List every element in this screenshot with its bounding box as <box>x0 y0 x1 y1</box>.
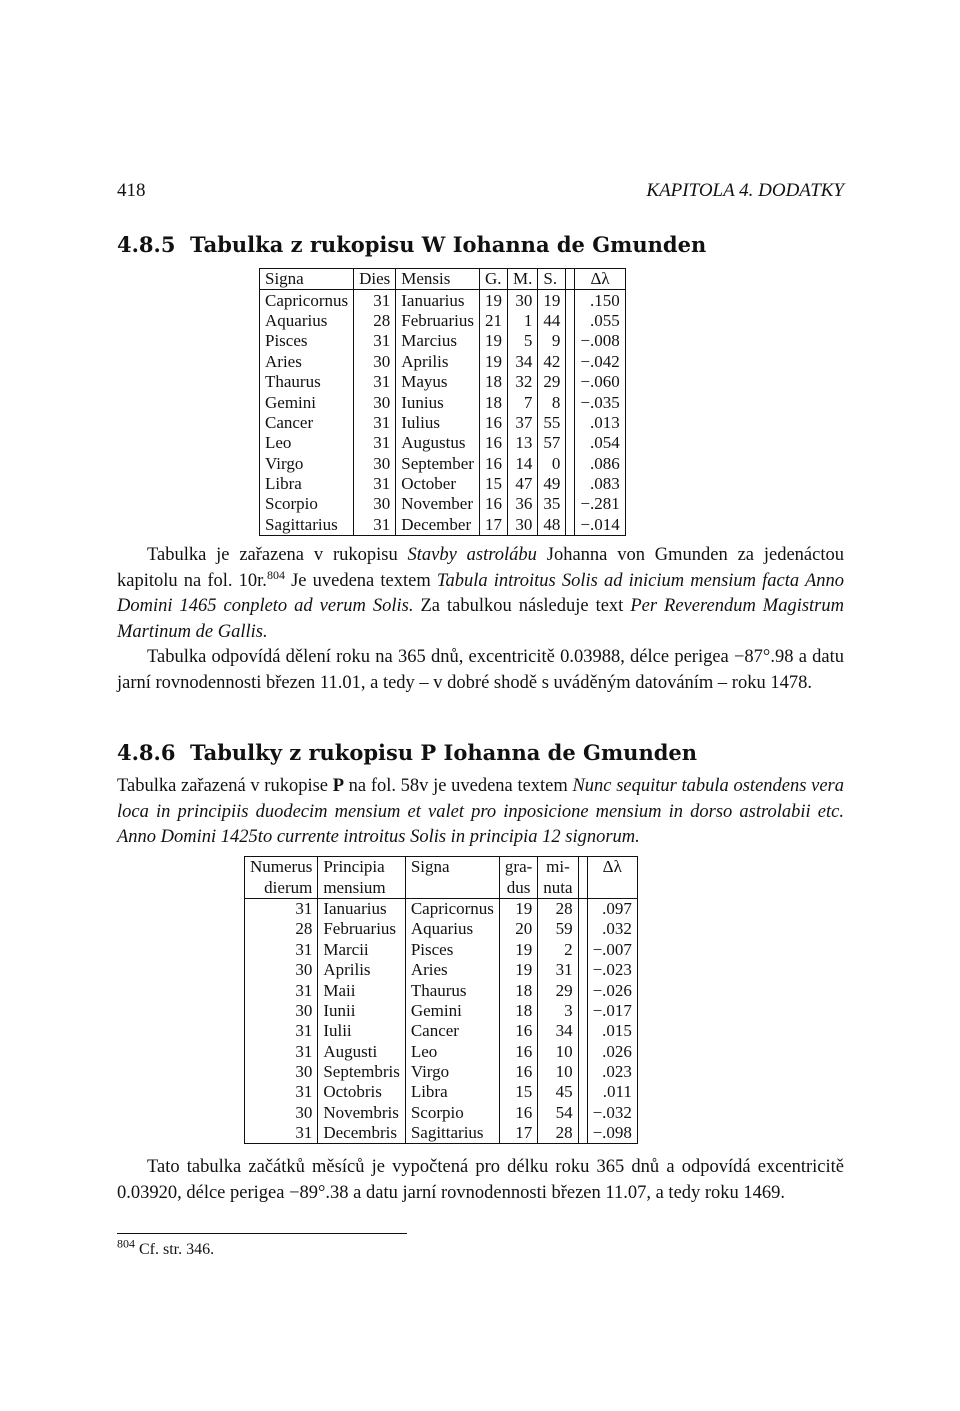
table-row <box>260 372 626 392</box>
table-cell: Aprilis <box>318 960 406 980</box>
section-heading-4-8-6 <box>117 740 697 765</box>
table-cell: Pisces <box>265 331 308 351</box>
table-cell: Mayus <box>396 372 480 392</box>
table-cell: 57 <box>538 433 566 453</box>
table-cell: 34 <box>538 1021 578 1041</box>
table-cell: Thaurus <box>405 980 499 1000</box>
column-gap <box>578 980 587 1000</box>
table-cell: November <box>396 494 480 514</box>
table-cell: 7 <box>507 392 537 412</box>
column-gap <box>566 494 575 514</box>
table-cell: .011 <box>587 1082 637 1102</box>
text: Tabulka je zařazena v rukopisu <box>147 545 408 565</box>
table-cell: −.014 <box>575 515 625 536</box>
text: Tabulka zařazená v rukopise <box>117 776 333 796</box>
column-gap <box>566 311 575 331</box>
table-cell: 16 <box>479 454 507 474</box>
table-cell: .023 <box>587 1062 637 1082</box>
table-cell: −.042 <box>575 352 625 372</box>
table-header-row <box>245 857 638 878</box>
table-cell: −.008 <box>575 331 625 351</box>
paragraph-p-description <box>117 774 844 851</box>
table-cell: .054 <box>575 433 625 453</box>
table-cell: 19 <box>499 960 537 980</box>
table-cell: −.060 <box>575 372 625 392</box>
table-cell: 55 <box>538 413 566 433</box>
column-gap <box>578 1042 587 1062</box>
column-header: Dies <box>354 269 396 290</box>
table-cell: Sagittarius <box>405 1123 499 1144</box>
table-cell: −.017 <box>587 1001 637 1021</box>
table-cell: Augusti <box>318 1042 406 1062</box>
table-cell: Aquarius <box>405 919 499 939</box>
table-row <box>260 494 626 514</box>
table-cell: Iunius <box>396 392 480 412</box>
table-cell: 31 <box>354 515 396 536</box>
column-header: G. <box>479 269 507 290</box>
table-row <box>245 1042 638 1062</box>
table-row <box>260 290 626 311</box>
column-gap <box>566 515 575 536</box>
table-cell: 48 <box>538 515 566 536</box>
column-header: nuta <box>538 877 578 898</box>
table-cell: 19 <box>499 898 537 919</box>
table-cell: Pisces <box>405 940 499 960</box>
table-cell: Cancer <box>405 1021 499 1041</box>
table-cell: −.026 <box>587 980 637 1000</box>
column-gap <box>578 898 587 919</box>
table-cell: 31 <box>295 939 313 959</box>
table-row <box>260 433 626 453</box>
table-cell: 31 <box>354 433 396 453</box>
table-cell: 10 <box>538 1062 578 1082</box>
table-cell: 17 <box>499 1123 537 1144</box>
table-cell: 30 <box>507 515 537 536</box>
table-cell: Libra <box>405 1082 499 1102</box>
paragraph-w-analysis: Tabulka odpovídá dělení roku na 365 dnů, excentricitě 0.03988, délce perigea −87°.98 a datu jarní rovnodennosti březen 11.01, a tedy – v dobré shodě s uváděným datováním – roku 1478. <box>117 647 844 693</box>
column-gap <box>566 474 575 494</box>
table-cell: 30 <box>295 1102 313 1122</box>
table-cell: 18 <box>499 980 537 1000</box>
table-cell: 16 <box>499 1062 537 1082</box>
column-header: dierum <box>245 877 318 898</box>
table-cell: 42 <box>538 352 566 372</box>
column-gap <box>578 857 587 878</box>
column-header: Numerus <box>250 857 313 877</box>
table-cell: 13 <box>507 433 537 453</box>
table-cell: 17 <box>479 515 507 536</box>
table-row <box>260 311 626 331</box>
table-row <box>245 1123 638 1144</box>
table-cell: Maii <box>318 980 406 1000</box>
table-cell: 15 <box>499 1082 537 1102</box>
table-cell: 19 <box>479 290 507 311</box>
table-cell: Decembris <box>318 1123 406 1144</box>
table-cell: 19 <box>479 331 507 351</box>
table-cell: 16 <box>479 433 507 453</box>
table-cell: 32 <box>507 372 537 392</box>
column-header: Principia <box>318 857 406 878</box>
column-gap <box>578 960 587 980</box>
column-gap <box>578 1021 587 1041</box>
table-cell: .026 <box>587 1042 637 1062</box>
footnote-ref: 804 <box>266 567 285 582</box>
table-cell: −.023 <box>587 960 637 980</box>
table-cell: 31 <box>295 980 313 1000</box>
column-gap <box>578 1001 587 1021</box>
table-row <box>245 1062 638 1082</box>
table-row <box>260 392 626 412</box>
table-cell: 18 <box>499 1001 537 1021</box>
italic-text: Stavby astrolábu <box>407 545 537 565</box>
table-cell: Capricornus <box>405 898 499 919</box>
table-row <box>245 1021 638 1041</box>
column-gap <box>566 433 575 453</box>
table-cell: December <box>396 515 480 536</box>
table-row <box>245 1103 638 1123</box>
table-cell: 30 <box>295 1062 313 1082</box>
table-row <box>245 919 638 939</box>
table-cell: 19 <box>499 940 537 960</box>
table-cell: Iulii <box>318 1021 406 1041</box>
table-cell: .083 <box>575 474 625 494</box>
table-cell: Marcii <box>318 940 406 960</box>
table-cell: 15 <box>479 474 507 494</box>
table-cell: 9 <box>538 331 566 351</box>
table-cell: 31 <box>295 1021 313 1041</box>
footnote-number: 804 <box>117 1236 135 1251</box>
table-cell: 8 <box>538 392 566 412</box>
table-cell: Capricornus <box>265 290 349 310</box>
page-number: 418 <box>117 180 146 201</box>
table-cell: .086 <box>575 454 625 474</box>
column-gap <box>578 940 587 960</box>
table-cell: Gemini <box>265 392 316 412</box>
table-cell: 16 <box>479 494 507 514</box>
table-cell: 30 <box>354 454 396 474</box>
table-cell: October <box>396 474 480 494</box>
italic-text: Per Reverendum Magistrum Martinum de Gallis. <box>117 596 844 642</box>
table-cell: Virgo <box>405 1062 499 1082</box>
table-cell: 29 <box>538 372 566 392</box>
section-heading-4-8-5 <box>117 232 706 257</box>
column-gap <box>566 290 575 311</box>
text: Za tabulkou následuje text <box>413 596 631 616</box>
table-row <box>245 1082 638 1102</box>
paragraph-w-description <box>117 543 844 645</box>
table-cell: 19 <box>538 290 566 311</box>
table-cell: Ianuarius <box>318 898 406 919</box>
column-gap <box>566 372 575 392</box>
column-header: Mensis <box>396 269 480 290</box>
table-cell: −.281 <box>575 494 625 514</box>
column-header: dus <box>499 877 537 898</box>
column-header: mensium <box>318 877 406 898</box>
table-cell: 37 <box>507 413 537 433</box>
table-cell: 29 <box>538 980 578 1000</box>
section-title: Tabulka z rukopisu W Iohanna de Gmunden <box>190 232 707 257</box>
section-number: 4.8.5 <box>117 232 176 257</box>
table-cell: Aries <box>265 351 302 371</box>
table-cell: 31 <box>295 1041 313 1061</box>
column-header: Signa <box>260 269 354 290</box>
chapter-title: KAPITOLA 4. DODATKY <box>646 180 844 201</box>
column-gap <box>578 1103 587 1123</box>
table-cell: −.032 <box>587 1103 637 1123</box>
table-cell: 28 <box>538 1123 578 1144</box>
table-cell: Leo <box>405 1042 499 1062</box>
table-header-row <box>245 877 638 898</box>
table-cell: 5 <box>507 331 537 351</box>
table-cell: .013 <box>575 413 625 433</box>
table-cell: 35 <box>538 494 566 514</box>
table-cell: 16 <box>499 1021 537 1041</box>
table-cell: 16 <box>479 413 507 433</box>
table-cell: 30 <box>507 290 537 311</box>
table-cell: 31 <box>354 474 396 494</box>
table-cell: 28 <box>354 311 396 331</box>
column-header: M. <box>507 269 537 290</box>
table-cell: 31 <box>354 331 396 351</box>
table-cell: 16 <box>499 1042 537 1062</box>
table-cell: 31 <box>295 1082 313 1102</box>
table-cell: Gemini <box>405 1001 499 1021</box>
table-cell: Virgo <box>265 453 304 473</box>
table-cell: Aries <box>405 960 499 980</box>
table-cell: 14 <box>507 454 537 474</box>
table-row <box>245 980 638 1000</box>
table-cell: 30 <box>354 494 396 514</box>
table-cell: 28 <box>295 919 313 939</box>
table-cell: 3 <box>538 1001 578 1021</box>
table-row <box>260 515 626 536</box>
table-cell: Septembris <box>318 1062 406 1082</box>
table-row <box>245 898 638 919</box>
column-gap <box>566 331 575 351</box>
table-cell: Cancer <box>265 412 314 432</box>
table-cell: 30 <box>354 392 396 412</box>
table-cell: Iunii <box>318 1001 406 1021</box>
footnote-text: Cf. str. 346. <box>139 1241 215 1258</box>
table-cell: 31 <box>354 372 396 392</box>
table-cell: .150 <box>575 290 625 311</box>
table-cell: 31 <box>538 960 578 980</box>
italic-text: Tabula introitus Solis ad inicium mensium facta Anno Domini 1465 conpleto ad verum Solis. <box>117 570 844 616</box>
column-gap <box>566 392 575 412</box>
table-cell: 20 <box>499 919 537 939</box>
table-cell: 0 <box>538 454 566 474</box>
table-cell: .097 <box>587 898 637 919</box>
section-number: 4.8.6 <box>117 740 176 765</box>
italic-text: Nunc sequitur tabula ostendens vera loca in principiis duodecim mensium et valet pro inposicione mensium in dorso astrolabii etc. Anno Domini 1425to currente introitus Solis in principia 12 signorum. <box>117 776 844 847</box>
table-row <box>245 960 638 980</box>
text: Johanna von Gmunden za jedenáctou kapitolu na fol. 10r. <box>117 545 844 591</box>
table-cell: Scorpio <box>265 494 318 514</box>
table-cell: Aquarius <box>265 310 328 330</box>
column-header: Δλ <box>575 269 625 290</box>
table-cell: 30 <box>295 1000 313 1020</box>
table-cell: 31 <box>354 290 396 311</box>
table-cell: Libra <box>265 474 302 494</box>
section-title: Tabulky z rukopisu P Iohanna de Gmunden <box>190 740 698 765</box>
table-cell: Iulius <box>396 413 480 433</box>
column-gap <box>566 269 575 290</box>
table-cell: Februarius <box>396 311 480 331</box>
table-cell: 45 <box>538 1082 578 1102</box>
column-header <box>587 877 637 898</box>
table-cell: −.035 <box>575 392 625 412</box>
table-cell: 10 <box>538 1042 578 1062</box>
table-cell: 34 <box>507 352 537 372</box>
table-cell: 1 <box>507 311 537 331</box>
table-row <box>260 331 626 351</box>
bold-text: P <box>332 776 344 796</box>
table-cell: 59 <box>538 919 578 939</box>
table-cell: 36 <box>507 494 537 514</box>
table-cell: Ianuarius <box>396 290 480 311</box>
table-cell: 18 <box>479 392 507 412</box>
column-gap <box>578 919 587 939</box>
table-header-row <box>260 269 626 290</box>
column-header: Δλ <box>587 857 637 878</box>
table-row <box>260 454 626 474</box>
table-cell: 31 <box>295 898 313 918</box>
column-header: gra- <box>499 857 537 878</box>
table-cell: −.098 <box>587 1123 637 1144</box>
table-cell: Leo <box>265 433 292 453</box>
table-cell: September <box>396 454 480 474</box>
table-cell: 49 <box>538 474 566 494</box>
table-cell: Octobris <box>318 1082 406 1102</box>
table-p-manuscript <box>244 856 638 1144</box>
table-row <box>260 413 626 433</box>
table-cell: Scorpio <box>405 1103 499 1123</box>
column-gap <box>566 454 575 474</box>
text: na fol. 58v je uvedena textem <box>344 776 573 796</box>
column-gap <box>578 1062 587 1082</box>
paragraph-p-analysis: Tato tabulka začátků měsíců je vypočtená pro délku roku 365 dnů a odpovídá excentricitě 0.03920, délce perigea −89°.38 a datu jarní rovnodennosti březen 11.07, a tedy roku 1469. <box>117 1157 844 1203</box>
table-cell: 44 <box>538 311 566 331</box>
column-header: S. <box>538 269 566 290</box>
table-cell: Sagittarius <box>265 514 338 534</box>
table-cell: Thaurus <box>265 372 321 392</box>
table-w-manuscript <box>259 268 626 536</box>
table-row <box>260 474 626 494</box>
table-cell: 47 <box>507 474 537 494</box>
table-cell: Februarius <box>318 919 406 939</box>
table-cell: 31 <box>354 413 396 433</box>
table-row <box>260 352 626 372</box>
column-gap <box>566 352 575 372</box>
table-row <box>245 1001 638 1021</box>
table-cell: .055 <box>575 311 625 331</box>
table-cell: 18 <box>479 372 507 392</box>
column-gap <box>566 413 575 433</box>
table-row <box>245 940 638 960</box>
footnote <box>117 1236 215 1259</box>
column-header <box>405 877 499 898</box>
table-cell: .032 <box>587 919 637 939</box>
column-gap <box>578 1123 587 1144</box>
table-cell: Marcius <box>396 331 480 351</box>
footnote-rule <box>117 1233 407 1234</box>
table-cell: Novembris <box>318 1103 406 1123</box>
column-gap <box>578 877 587 898</box>
table-cell: 28 <box>538 898 578 919</box>
column-header: mi- <box>538 857 578 878</box>
table-cell: 30 <box>354 352 396 372</box>
table-cell: 19 <box>479 352 507 372</box>
table-cell: 21 <box>479 311 507 331</box>
table-cell: 54 <box>538 1103 578 1123</box>
table-cell: Augustus <box>396 433 480 453</box>
text: Je uvedena textem <box>284 570 437 591</box>
column-gap <box>578 1082 587 1102</box>
table-cell: 30 <box>295 960 313 980</box>
table-cell: 31 <box>295 1123 313 1143</box>
table-cell: −.007 <box>587 940 637 960</box>
table-cell: .015 <box>587 1021 637 1041</box>
table-cell: Aprilis <box>396 352 480 372</box>
table-cell: 16 <box>499 1103 537 1123</box>
table-cell: 2 <box>538 940 578 960</box>
column-header: Signa <box>405 857 499 878</box>
